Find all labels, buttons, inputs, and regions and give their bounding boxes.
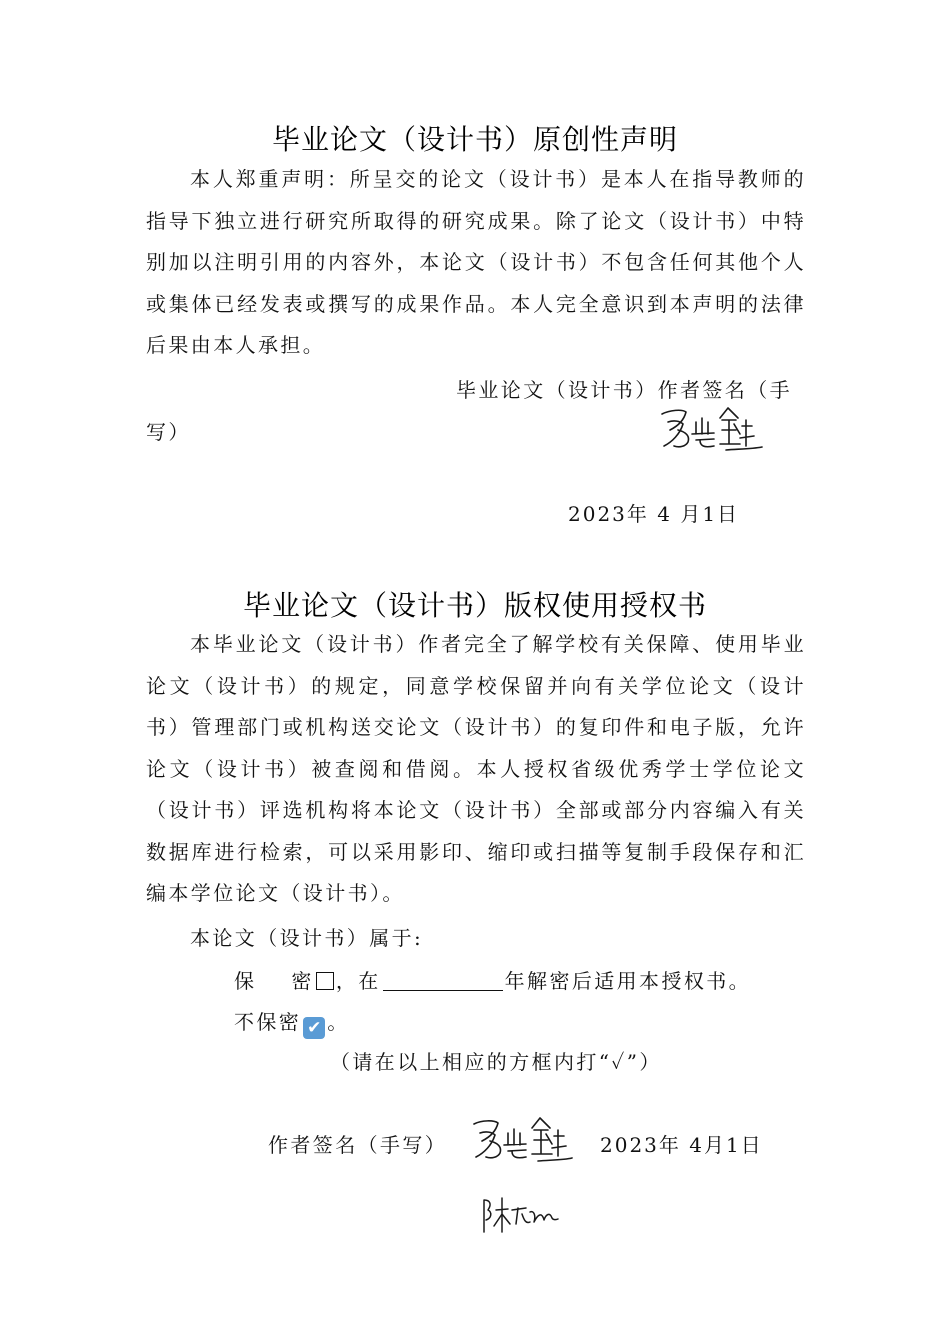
originality-paragraph: 本人郑重声明：所呈交的论文（设计书）是本人在指导教师的指导下独立进行研究所取得的研究成果。除了论文（设计书）中特别加以注明引用的内容外，本论文（设计书）不包含任何其他个人或集体已经发表或撰写的成果作品。本人完全意识到本声明的法律后果由本人承担。: [146, 167, 806, 357]
confidential-mid-text: ，在: [335, 969, 381, 993]
confidential-option: [234, 965, 751, 994]
handwritten-signature-icon: [478, 1192, 562, 1236]
handwritten-signature-icon: [466, 1112, 576, 1168]
confidential-label: 保 密: [234, 969, 314, 993]
not-confidential-checked-icon[interactable]: ✔: [303, 1017, 325, 1039]
instruction-text: （请在以上相应的方框内打“✓”）: [330, 1050, 662, 1074]
license-title: 毕业论文（设计书）版权使用授权书: [242, 589, 707, 622]
not-confidential-suffix: 。: [327, 1010, 350, 1034]
originality-title: 毕业论文（设计书）原创性声明: [271, 123, 678, 156]
author-signature-image-1: [656, 400, 766, 456]
confidential-suffix: 年解密后适用本授权书。: [504, 969, 752, 993]
not-confidential-option: [234, 1006, 350, 1039]
belongs-to-label: 本论文（设计书）属于:: [190, 926, 424, 950]
license-paragraph: 本毕业论文（设计书）作者完全了解学校有关保障、使用毕业论文（设计书）的规定，同意学校保留并向有关学位论文（设计书）管理部门或机构送交论文（设计书）的复印件和电子版，允许论文（设计书）被查阅和借阅。本人授权省级优秀学士学位论文（设计书）评选机构将本论文（设计书）全部或部分内容编入有关数据库进行检索，可以采用影印、缩印或扫描等复制手段保存和汇编本学位论文（设计书）。: [146, 632, 806, 905]
originality-signature-label-cont: 写）: [146, 420, 191, 444]
author-signature-label: 作者签名（手写）: [268, 1133, 448, 1157]
not-confidential-label: 不保密: [234, 1010, 302, 1034]
author-signature-image-2: [466, 1112, 576, 1168]
originality-date: 2023年 4 月1日: [568, 502, 740, 526]
declassify-year-blank[interactable]: [383, 970, 503, 991]
license-date: 2023年 4月1日: [600, 1133, 763, 1157]
handwritten-signature-icon: [656, 400, 766, 456]
supervisor-signature-image: [478, 1192, 562, 1236]
originality-signature-label: 毕业论文（设计书）作者签名（手: [456, 378, 792, 402]
confidential-checkbox[interactable]: [316, 972, 334, 990]
